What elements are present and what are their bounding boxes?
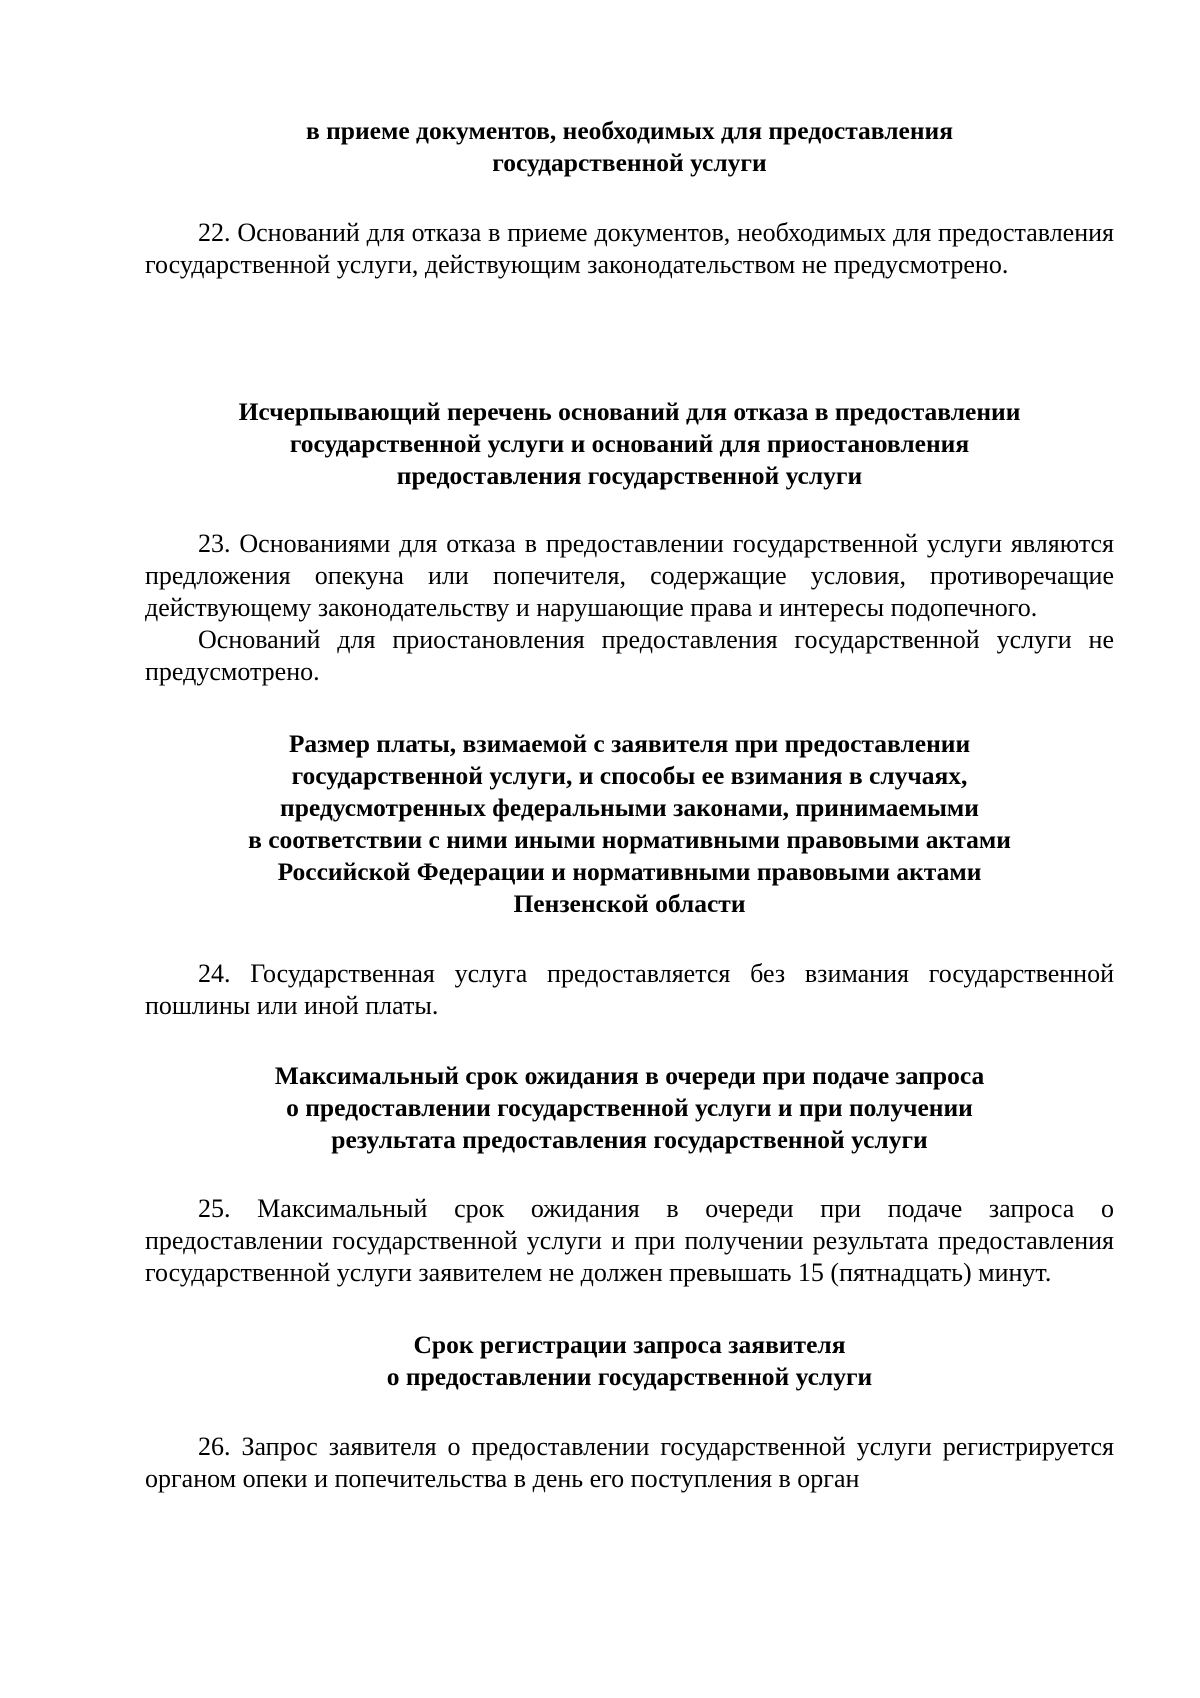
section-heading-refusal-documents	[145, 115, 1114, 179]
paragraph-23: 23. Основаниями для отказа в предоставлении государственной услуги являются предложения опекуна или попечителя, содержащие условия, противоречащие действующему законодательству и нарушающие права и интересы подопечного.	[145, 529, 1114, 622]
paragraph-22: 22. Оснований для отказа в приеме документов, необходимых для предоставления государственной услуги, действующим законодательством не предусмотрено.	[145, 218, 1114, 279]
heading-line: о предоставлении государственной услуги	[386, 1362, 873, 1391]
heading-line: государственной услуги	[492, 148, 767, 177]
heading-line: предоставления государственной услуги	[396, 461, 863, 490]
heading-line: Размер платы, взимаемой с заявителя при предоставлении	[288, 729, 971, 758]
heading-line: Максимальный срок ожидания в очереди при подаче запроса	[274, 1061, 985, 1090]
heading-line: Исчерпывающий перечень оснований для отказа в предоставлении	[238, 397, 1021, 426]
heading-line: о предоставлении государственной услуги и при получении	[286, 1093, 973, 1122]
document-page	[145, 115, 1114, 1495]
heading-line: в приеме документов, необходимых для предоставления	[305, 116, 954, 145]
heading-line: Срок регистрации запроса заявителя	[413, 1330, 846, 1359]
heading-line: Пензенской области	[513, 889, 746, 918]
section-heading-queue-time	[145, 1060, 1114, 1156]
heading-line: предусмотренных федеральными законами, принимаемыми	[280, 793, 979, 822]
heading-line: Российской Федерации и нормативными правовыми актами	[277, 857, 982, 886]
heading-line: государственной услуги и оснований для приостановления	[289, 429, 970, 458]
section-heading-refusal-grounds	[145, 396, 1114, 492]
paragraph-23-continued: Оснований для приостановления предоставления государственной услуги не предусмотрено.	[145, 625, 1114, 686]
section-heading-fee	[145, 728, 1114, 920]
heading-line: результата предоставления государственной услуги	[331, 1125, 928, 1154]
heading-line: в соответствии с ними иными нормативными правовыми актами	[248, 825, 1011, 854]
paragraph-24: 24. Государственная услуга предоставляется без взимания государственной пошлины или иной платы.	[145, 959, 1114, 1020]
paragraph-26: 26. Запрос заявителя о предоставлении государственной услуги регистрируется органом опеки и попечительства в день его поступления в орган	[145, 1432, 1114, 1493]
paragraph-25: 25. Максимальный срок ожидания в очереди при подаче запроса о предоставлении государственной услуги и при получении результата предоставления государственной услуги заявителем не должен превышать 15 (пятнадцать) минут.	[145, 1194, 1114, 1287]
heading-line: государственной услуги, и способы ее взимания в случаях,	[291, 761, 968, 790]
section-heading-registration	[145, 1329, 1114, 1393]
